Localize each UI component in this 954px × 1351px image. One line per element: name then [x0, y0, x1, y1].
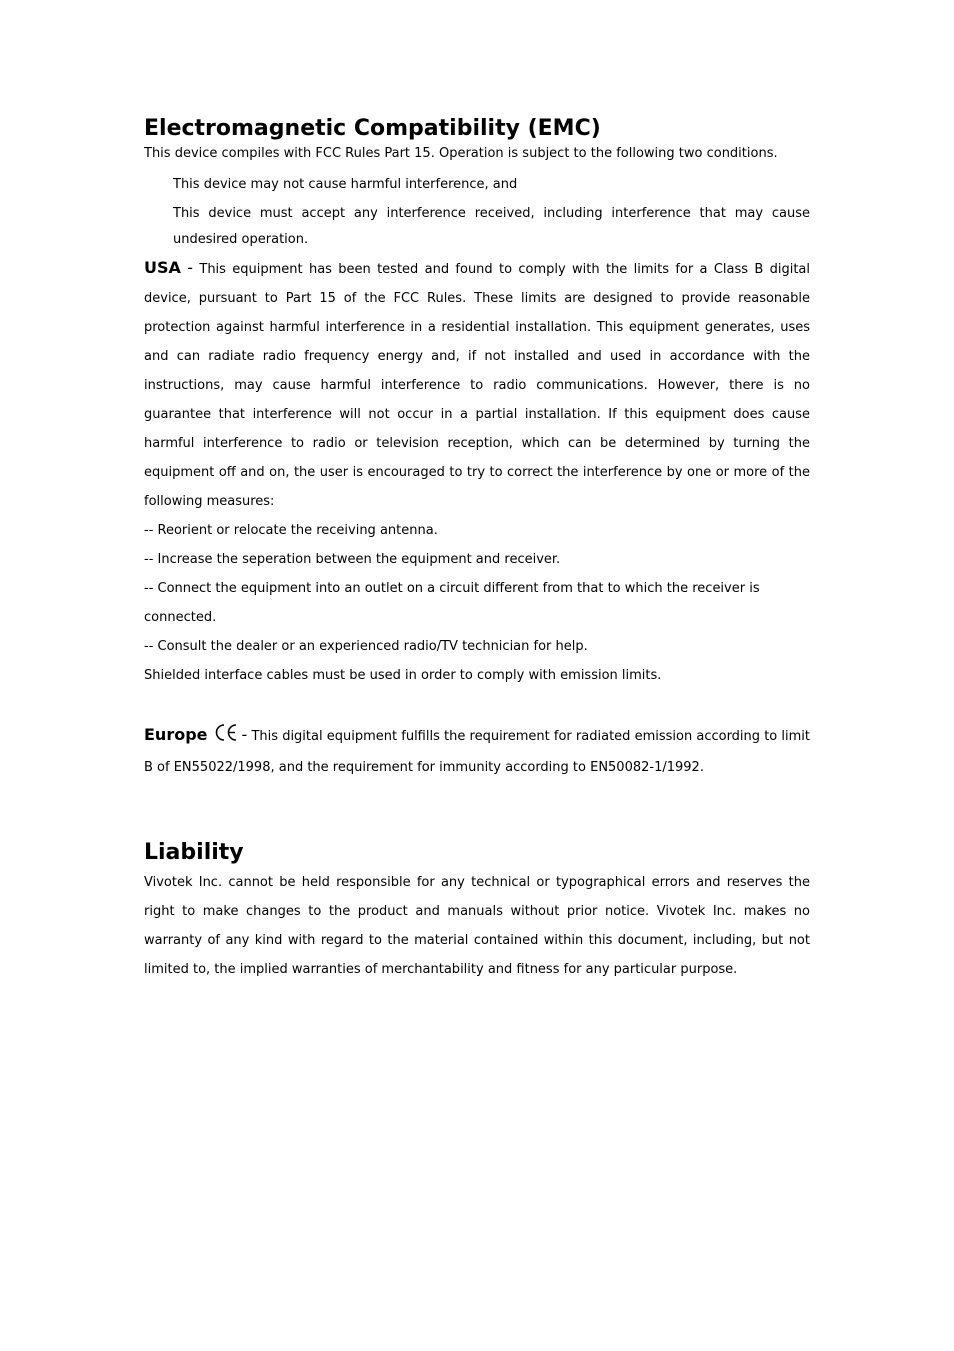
emc-heading: Electromagnetic Compatibility (EMC) [144, 116, 601, 141]
condition-item: This device must accept any interference received, including interference that may cause undesired operation. [173, 206, 810, 247]
europe-paragraph [144, 720, 810, 782]
usa-text: This equipment has been tested and found to comply with the limits for a Class B digital device, pursuant to Part 15 of the FCC Rules. These limits are designed to provide reasonable protection against harmful interference in a residential installation. This equipment generates, uses and can radiate radio frequency energy and, if not installed and used in accordance with the instructions, may cause harmful interference to radio communications. However, there is no guarantee that interference will not occur in a partial installation. If this equipment does cause harmful interference to radio or television reception, which can be determined by turning the equipment off and on, the user is encouraged to try to correct the interference by one or more of the following measures: [144, 262, 811, 509]
usa-paragraph [144, 253, 810, 516]
europe-separator: - [241, 725, 248, 744]
usa-separator: - [187, 258, 194, 277]
condition-item: This device may not cause harmful interference, and [173, 177, 518, 192]
usa-label: USA [144, 258, 181, 277]
shielded-note: Shielded interface cables must be used in order to comply with emission limits. [144, 668, 662, 683]
document-page [144, 114, 810, 984]
europe-text: This digital equipment fulfills the requirement for radiated emission according to limit B of EN55022/1998, and the requirement for immunity according to EN50082-1/1992. [144, 729, 810, 775]
europe-label: Europe [144, 725, 208, 744]
liability-heading: Liability [144, 840, 244, 865]
measure-item: -- Reorient or relocate the receiving antenna. [144, 523, 438, 538]
ce-mark-icon [214, 723, 238, 753]
emc-intro: This device compiles with FCC Rules Part 15. Operation is subject to the following two conditions. [144, 146, 778, 161]
liability-text: Vivotek Inc. cannot be held responsible for any technical or typographical errors and reserves the right to make changes to the product and manuals without prior notice. Vivotek Inc. makes no warranty of any kind with regard to the material contained within this document, including, but not limited to, the implied warranties of merchantability and fitness for any particular purpose. [144, 875, 810, 977]
measure-item: -- Connect the equipment into an outlet on a circuit different from that to which the receiver is connected. [144, 581, 760, 625]
measure-item: -- Increase the seperation between the equipment and receiver. [144, 552, 561, 567]
measure-item: -- Consult the dealer or an experienced radio/TV technician for help. [144, 639, 588, 654]
